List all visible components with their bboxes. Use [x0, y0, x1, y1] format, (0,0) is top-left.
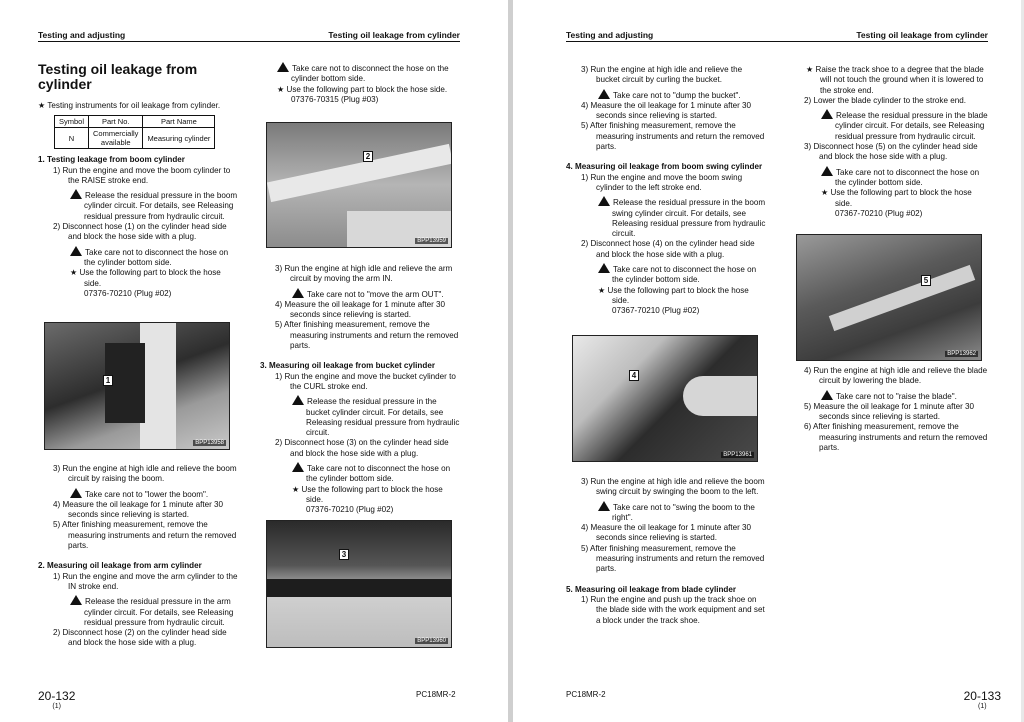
callout-label: 4 — [629, 370, 639, 381]
star-bullet: ★ — [38, 101, 48, 110]
step: 2) Disconnect hose (2) on the cylinder head side and block the hose side with a plug. — [53, 628, 227, 648]
callout-label: 1 — [103, 375, 113, 386]
table-cell: Measuring cylinder — [143, 128, 215, 149]
page-header — [566, 30, 988, 42]
photo-blade-cylinder — [796, 234, 982, 361]
photo-boom-swing-cylinder — [572, 335, 758, 462]
warning-triangle-icon — [598, 196, 610, 206]
star-bullet: ★ — [70, 268, 80, 278]
warning-text: Take care not to disconnect the hose on the cylinder bottom side. — [612, 265, 757, 285]
table-header: Part No. — [89, 116, 143, 128]
revision: (1) — [52, 703, 61, 710]
section-title: 2. Measuring oil leakage from arm cylinder — [38, 561, 202, 571]
step: 5) After finishing measurement, remove the measuring instruments and return the removed parts. — [581, 543, 765, 574]
table-header: Symbol — [55, 116, 89, 128]
note-text: Use the following part to block the hose side. — [79, 268, 221, 288]
left-page — [0, 0, 508, 722]
photo-arm-cylinder — [266, 122, 452, 248]
photo-boom-cylinder — [44, 322, 230, 450]
note-text: Use the following part to block the hose side. — [830, 188, 972, 208]
star-bullet: ★ — [292, 484, 302, 494]
star-bullet: ★ — [806, 65, 816, 74]
warning-triangle-icon — [292, 288, 304, 298]
step: 3) Run the engine at high idle and relieve the boom swing circuit by swinging the boom to the left. — [581, 477, 765, 497]
note-text: Use the following part to block the hose side. — [301, 484, 443, 504]
warning-text: Release the residual pressure in the arm cylinder circuit. For details, see Releasing residual pressure from hydraulic circuit. — [84, 597, 234, 627]
step: 2) Disconnect hose (3) on the cylinder head side and block the hose side with a plug. — [275, 438, 449, 458]
warning-text: Take care not to disconnect the hose on the cylinder bottom side. — [306, 464, 451, 484]
warning-triangle-icon — [821, 166, 833, 176]
header-section: Testing and adjusting — [38, 30, 126, 40]
step: 3) Disconnect hose (5) on the cylinder head side and block the hose side with a plug. — [804, 142, 978, 162]
figure-code: BPP13960 — [417, 638, 446, 644]
warning-triangle-icon — [821, 109, 833, 119]
figure-code: BPP13959 — [417, 238, 446, 244]
warning-triangle-icon — [292, 395, 304, 405]
section-title: 1. Testing leakage from boom cylinder — [38, 155, 185, 165]
star-bullet: ★ — [277, 84, 287, 94]
step: 5) After finishing measurement, remove the measuring instruments and return the removed parts. — [53, 520, 237, 551]
step: 1) Run the engine and push up the track shoe on the blade side with the work equipment and set a block under the track shoe. — [581, 594, 765, 625]
warning-text: Take care not to "raise the blade". — [836, 391, 957, 401]
warning-text: Take care not to "dump the bucket". — [613, 90, 741, 100]
warning-text: Take care not to "swing the boom to the right". — [612, 502, 755, 522]
star-bullet: ★ — [821, 188, 831, 198]
callout-label: 5 — [921, 275, 931, 286]
step: 4) Run the engine at high idle and relieve the blade circuit by lowering the blade. — [804, 366, 988, 386]
table-cell: Commercially available — [89, 128, 143, 149]
warning-text: Take care not to disconnect the hose on the cylinder bottom side. — [84, 247, 229, 267]
revision: (1) — [978, 703, 987, 710]
step: 2) Disconnect hose (1) on the cylinder head side and block the hose side with a plug. — [53, 222, 227, 242]
left-column-2b — [260, 264, 460, 516]
right-page — [513, 0, 1021, 722]
star-bullet: ★ — [598, 285, 608, 295]
note-text: Use the following part to block the hose side. — [607, 285, 749, 305]
step: 5) Measure the oil leakage for 1 minute after 30 seconds since relieving is started. — [804, 401, 975, 422]
left-column-2 — [260, 62, 460, 105]
right-column-1 — [566, 65, 766, 317]
warning-triangle-icon — [821, 390, 833, 400]
note-text: Raise the track shoe to a degree that the blade will not touch the ground when it is lowered to the stroke end. — [815, 65, 984, 95]
page-number: 20-133 (1) — [963, 689, 1001, 710]
warning-triangle-icon — [598, 263, 610, 273]
step: 4) Measure the oil leakage for 1 minute after 30 seconds since relieving is started. — [581, 523, 752, 543]
table-header: Part Name — [143, 116, 215, 128]
warning-triangle-icon — [292, 462, 304, 472]
step: 6) After finishing measurement, remove the measuring instruments and return the removed parts. — [804, 422, 988, 453]
step: 3) Run the engine at high idle and relieve the boom circuit by raising the boom. — [53, 464, 237, 484]
warning-text: Release the residual pressure in the boom cylinder circuit. For details, see Releasing residual pressure from hydraulic circuit. — [84, 191, 238, 221]
part-number: 07367-70210 (Plug #02) — [835, 208, 923, 218]
warning-text: Release the residual pressure in the boom swing cylinder circuit. For details, see Releasing residual pressure from hydraulic circuit. — [612, 198, 766, 239]
warning-text: Take care not to "move the arm OUT". — [307, 289, 444, 299]
header-topic: Testing oil leakage from cylinder — [856, 30, 988, 40]
step: 1) Run the engine and move the boom cylinder to the RAISE stroke end. — [53, 165, 231, 185]
section-title: 5. Measuring oil leakage from blade cylinder — [566, 584, 737, 594]
warning-triangle-icon — [277, 62, 289, 72]
left-column-1b — [38, 464, 238, 649]
part-number: 07376-70210 (Plug #02) — [84, 288, 172, 298]
part-number: 07376-70210 (Plug #02) — [306, 505, 394, 515]
figure-code: BPP13961 — [723, 452, 752, 458]
page-number: 20-132 (1) — [38, 689, 76, 710]
model-name: PC18MR-2 — [416, 690, 456, 699]
note-text: Use the following part to block the hose side. — [286, 84, 448, 94]
step: 3) Run the engine at high idle and relieve the arm circuit by moving the arm IN. — [275, 264, 453, 284]
left-column-1 — [38, 101, 238, 299]
header-section: Testing and adjusting — [566, 30, 654, 40]
step: 1) Run the engine and move the bucket cylinder to the CURL stroke end. — [275, 371, 456, 391]
warning-text: Take care not to disconnect the hose on the cylinder bottom side. — [291, 64, 449, 84]
warning-text: Take care not to "lower the boom". — [85, 489, 209, 499]
right-column-2 — [789, 65, 989, 219]
section-title: 4. Measuring oil leakage from boom swing cylinder — [566, 162, 763, 172]
step: 2) Lower the blade cylinder to the stroke end. — [804, 95, 966, 105]
photo-bucket-cylinder — [266, 520, 452, 648]
step: 2) Disconnect hose (4) on the cylinder head side and block the hose side with a plug. — [581, 239, 755, 259]
step: 3) Run the engine at high idle and relieve the bucket circuit by curling the bucket. — [581, 65, 743, 85]
figure-code: BPP13962 — [947, 351, 976, 357]
page-header — [38, 30, 460, 42]
instrument-intro: Testing instruments for oil leakage from cylinder. — [47, 101, 221, 110]
model-name: PC18MR-2 — [566, 690, 606, 699]
warning-triangle-icon — [70, 246, 82, 256]
warning-triangle-icon — [70, 189, 82, 199]
right-column-1b — [566, 477, 766, 626]
step: 5) After finishing measurement, remove the measuring instruments and return the removed parts. — [275, 320, 459, 351]
warning-text: Release the residual pressure in the bucket cylinder circuit. For details, see Releasing residual pressure from hydraulic circuit. — [306, 397, 460, 438]
warning-text: Release the residual pressure in the blade cylinder circuit. For details, see Releasing residual pressure from hydraulic circuit. — [835, 111, 988, 141]
warning-triangle-icon — [598, 501, 610, 511]
section-title: 3. Measuring oil leakage from bucket cylinder — [260, 361, 435, 371]
step: 4) Measure the oil leakage for 1 minute after 30 seconds since relieving is started. — [581, 100, 752, 121]
step: 4) Measure the oil leakage for 1 minute after 30 seconds since relieving is started. — [275, 299, 446, 320]
step: 1) Run the engine and move the boom swing cylinder to the left stroke end. — [581, 172, 743, 192]
table-cell: N — [55, 128, 89, 149]
step: 4) Measure the oil leakage for 1 minute after 30 seconds since relieving is started. — [53, 499, 224, 520]
parts-table — [54, 115, 215, 149]
step: 1) Run the engine and move the arm cylinder to the IN stroke end. — [53, 571, 238, 591]
warning-triangle-icon — [70, 595, 82, 605]
callout-label: 2 — [363, 151, 373, 162]
right-column-2b — [789, 366, 989, 453]
part-number: 07376-70315 (Plug #03) — [291, 94, 379, 104]
figure-code: BPP13958 — [195, 440, 224, 446]
warning-triangle-icon — [598, 89, 610, 99]
warning-triangle-icon — [70, 488, 82, 498]
warning-text: Take care not to disconnect the hose on the cylinder bottom side. — [835, 167, 980, 187]
page-title: Testing oil leakage from cylinder — [38, 61, 198, 92]
callout-label: 3 — [339, 549, 349, 560]
step: 5) After finishing measurement, remove the measuring instruments and return the removed parts. — [581, 121, 765, 152]
header-topic: Testing oil leakage from cylinder — [328, 30, 460, 40]
part-number: 07367-70210 (Plug #02) — [612, 306, 700, 316]
